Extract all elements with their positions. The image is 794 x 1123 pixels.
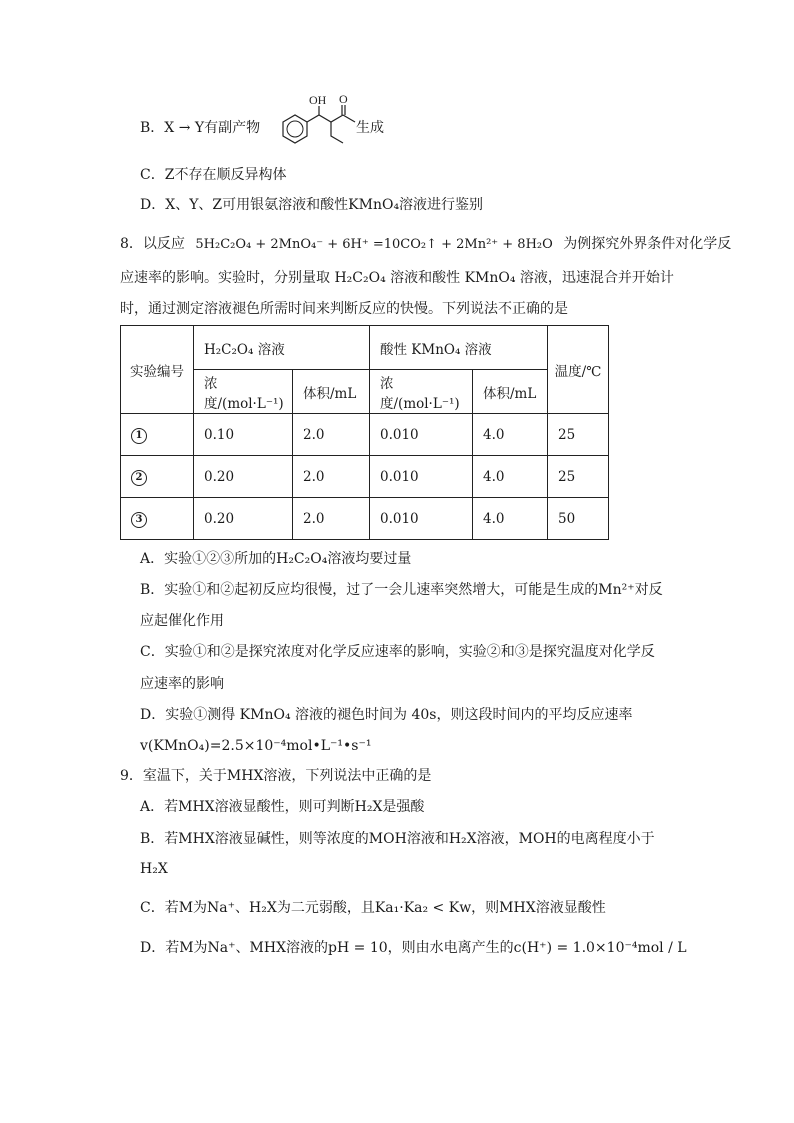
subheader-conc-2: 浓度/(mol·L⁻¹) [370, 370, 473, 414]
q8-stem-line1 [120, 234, 731, 255]
q7-option-d: D．X、Y、Z可用银氨溶液和酸性KMnO₄溶液进行鉴别 [140, 197, 484, 213]
q9-option-b-line1: B．若MHX溶液显碱性，则等浓度的MOH溶液和H₂X溶液，MOH的电离程度小于 [140, 831, 655, 847]
q8-stem-line2: 应速率的影响。实验时，分别量取 H₂C₂O₄ 溶液和酸性 KMnO₄ 溶液，迅速混合并开始计 [120, 270, 674, 286]
subheader-conc-1: 浓度/(mol·L⁻¹) [194, 370, 293, 414]
q8-option-d-line1: D．实验①测得 KMnO₄ 溶液的褪色时间为 40s，则这段时间内的平均反应速率 [140, 707, 633, 723]
q8-equation: 5H₂C₂O₄ + 2MnO₄⁻ + 6H⁺ =10CO₂↑ + 2Mn²⁺ + 8H₂O [195, 237, 553, 252]
header-temperature: 温度/℃ [548, 326, 609, 414]
q9-option-d: D．若M为Na⁺、MHX溶液的pH = 10，则由水电离产生的c(H⁺) = 1.0×10⁻⁴mol / L [140, 940, 687, 956]
carbon-chain [307, 115, 343, 122]
circled-number: 1 [131, 428, 147, 444]
q8-option-d-line2: v(KMnO₄)=2.5×10⁻⁴mol•L⁻¹•s⁻¹ [140, 738, 372, 754]
experiment-table [120, 325, 609, 540]
q7-option-c: C．Z不存在顺反异构体 [140, 167, 287, 183]
cell-conc-1: 0.10 [194, 414, 293, 456]
cell-conc-2: 0.010 [370, 456, 473, 498]
q8-option-c-line1: C．实验①和②是探究浓度对化学反应速率的影响，实验②和③是探究温度对化学反 [140, 644, 655, 660]
aromatic-circle [287, 121, 303, 137]
q7-option-b [140, 118, 260, 138]
q9-stem: 9．室温下，关于MHX溶液，下列说法中正确的是 [120, 768, 432, 784]
cell-conc-1: 0.20 [194, 456, 293, 498]
table-row [121, 498, 609, 540]
cell-vol-1: 2.0 [293, 498, 370, 540]
ethyl-group [331, 122, 343, 143]
cell-vol-2: 4.0 [473, 456, 548, 498]
cell-temp: 50 [548, 498, 609, 540]
o-label: O [339, 92, 348, 106]
q8-stem-tail: 为例探究外界条件对化学反 [563, 236, 732, 252]
q7-option-b-suffix: 生成 [356, 120, 384, 136]
oh-label: OH [309, 93, 327, 107]
q8-stem-line3: 时，通过测定溶液褪色所需时间来判断反应的快慢。下列说法不正确的是 [120, 301, 568, 317]
q9-option-c: C．若M为Na⁺、H₂X为二元弱酸，且Ka₁·Ka₂ < Kw，则MHX溶液显酸性 [140, 900, 606, 916]
q8-option-b-line2: 应起催化作用 [140, 613, 224, 629]
circled-number: 3 [131, 512, 147, 528]
cell-temp: 25 [548, 414, 609, 456]
row-id [121, 456, 194, 498]
cell-conc-1: 0.20 [194, 498, 293, 540]
row-id [121, 414, 194, 456]
table-row [121, 414, 609, 456]
header-h2c2o4: H₂C₂O₄ 溶液 [194, 326, 370, 370]
header-exp-id: 实验编号 [121, 326, 194, 414]
cell-conc-2: 0.010 [370, 498, 473, 540]
cell-vol-2: 4.0 [473, 414, 548, 456]
q8-option-c-line2: 应速率的影响 [140, 676, 224, 692]
row-id [121, 498, 194, 540]
q7-option-b-prefix: B．X → Y有副产物 [140, 120, 261, 136]
q9-option-b-line2: H₂X [140, 861, 168, 877]
q8-option-b-line1: B．实验①和②起初反应均很慢，过了一会儿速率突然增大，可能是生成的Mn²⁺对反 [140, 582, 663, 598]
cell-vol-2: 4.0 [473, 498, 548, 540]
cell-conc-2: 0.010 [370, 414, 473, 456]
q8-stem-lead: 8．以反应 [120, 236, 185, 252]
subheader-vol-1: 体积/mL [293, 370, 370, 414]
methyl-bond [343, 115, 355, 122]
cell-vol-1: 2.0 [293, 456, 370, 498]
header-kmno4: 酸性 KMnO₄ 溶液 [370, 326, 548, 370]
table-row [121, 456, 609, 498]
cell-vol-1: 2.0 [293, 414, 370, 456]
circled-number: 2 [131, 470, 147, 486]
cell-temp: 25 [548, 456, 609, 498]
q8-option-a: A．实验①②③所加的H₂C₂O₄溶液均要过量 [140, 551, 412, 567]
q9-option-a: A．若MHX溶液显酸性，则可判断H₂X是强酸 [140, 799, 425, 815]
subheader-vol-2: 体积/mL [473, 370, 548, 414]
